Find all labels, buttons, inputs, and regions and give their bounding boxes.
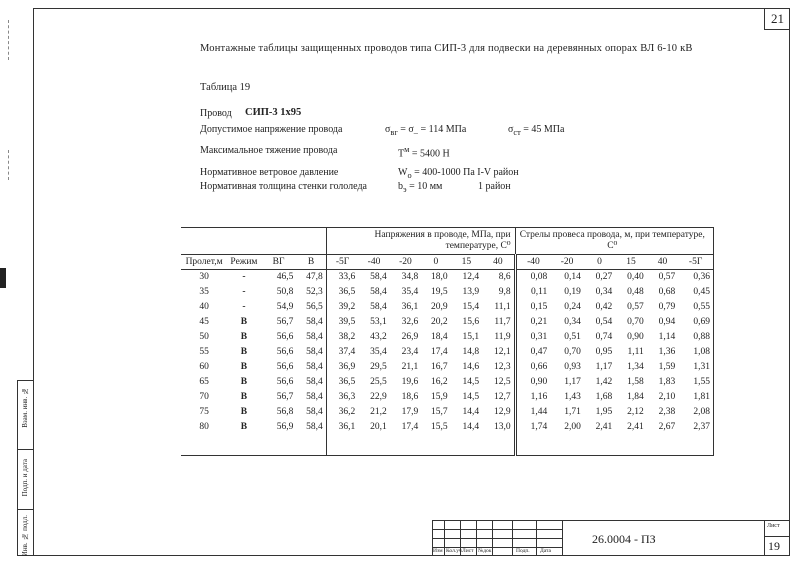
table-cell: 15,4	[462, 302, 480, 312]
table-cell: 1,31	[678, 360, 713, 375]
table-row	[181, 420, 714, 435]
table-cell: 0,95	[595, 347, 613, 357]
table-cell: 0,74	[595, 332, 613, 342]
table-cell: 35,4	[401, 287, 419, 297]
table-cell: 1,68	[595, 392, 613, 402]
table-cell: 11,1	[482, 300, 515, 315]
table-cell	[421, 435, 450, 456]
table-cell: 1,74	[515, 420, 550, 435]
table-cell: 56,6	[276, 347, 294, 357]
table-cell	[390, 435, 421, 456]
table-cell	[261, 435, 297, 456]
table-cell: 1,34	[627, 362, 644, 372]
table-cell: В	[240, 347, 248, 357]
column-header: ВГ	[261, 255, 297, 270]
table-cell: 1,58	[627, 377, 644, 387]
table-cell	[326, 435, 358, 456]
table-cell: 58,4	[370, 272, 387, 282]
table-cell: 12,3	[482, 360, 515, 375]
table-cell: 40	[199, 302, 209, 312]
table-cell: 1,83	[658, 377, 676, 387]
table-cell: 1,84	[627, 392, 644, 402]
table-cell: 0,55	[678, 300, 713, 315]
table-row	[181, 345, 714, 360]
table-cell: 43,2	[370, 332, 387, 342]
col-label-list: Лист	[462, 548, 474, 554]
table-cell: 0,19	[564, 287, 581, 297]
table-cell: 13,9	[462, 287, 480, 297]
column-header: -20	[550, 255, 584, 270]
table-cell: 80	[199, 422, 209, 432]
wind-label: Нормативное ветровое давление	[200, 167, 339, 178]
stress-value-1: $\sigma_{вг} = \sigma_- = 114$ МПа	[385, 124, 467, 137]
column-header: В	[296, 255, 326, 270]
document-code: 26.0004 - ПЗ	[592, 532, 656, 546]
table-cell: 0,93	[564, 362, 581, 372]
column-header: -40	[515, 255, 550, 270]
table-row	[181, 300, 714, 315]
document-title: Монтажные таблицы защищенных проводов типа СИП-3 для подвески на деревянных опорах ВЛ 6-10 кВ	[200, 43, 693, 54]
table-cell: 19,6	[401, 377, 419, 387]
col-label-data: Дата	[540, 548, 551, 554]
table-cell: 1,59	[658, 362, 676, 372]
table-cell: 0,45	[678, 285, 713, 300]
table-cell: В	[240, 407, 248, 417]
table-cell: 35	[199, 287, 209, 297]
table-cell: 58,4	[370, 302, 387, 312]
table-cell: 2,37	[678, 420, 713, 435]
title-block	[432, 520, 790, 556]
table-cell: 25,5	[370, 377, 387, 387]
table-cell: 75	[199, 407, 209, 417]
installation-table	[181, 227, 714, 456]
table-cell: 60	[199, 362, 209, 372]
table-cell: 15,9	[430, 392, 448, 402]
table-cell: 18,0	[430, 272, 448, 282]
table-cell: 2,10	[658, 392, 676, 402]
table-cell: 18,4	[430, 332, 448, 342]
table-cell: 0,34	[595, 287, 613, 297]
table-cell: В	[240, 362, 248, 372]
table-cell: 1,81	[678, 390, 713, 405]
table-cell: 16,2	[430, 377, 448, 387]
table-cell: В	[240, 422, 248, 432]
table-cell: 58,4	[306, 347, 323, 357]
table-cell: 58,4	[306, 362, 323, 372]
table-cell: В	[240, 377, 248, 387]
table-cell: 0,57	[627, 302, 644, 312]
table-cell: 0,14	[564, 272, 581, 282]
table-cell: 16,7	[430, 362, 448, 372]
column-header: -40	[358, 255, 389, 270]
table-row	[181, 285, 714, 300]
table-cell: 0,66	[515, 360, 550, 375]
table-cell: 21,2	[370, 407, 387, 417]
table-cell: 11,9	[482, 330, 515, 345]
table-row	[181, 270, 714, 286]
table-cell: 0,90	[627, 332, 644, 342]
table-cell: 17,4	[401, 422, 419, 432]
table-cell: 52,3	[306, 287, 323, 297]
column-header: 0	[584, 255, 615, 270]
tension-label: Максимальное тяжение провода	[200, 145, 338, 156]
table-cell: 0,90	[515, 375, 550, 390]
table-cell: 2,38	[658, 407, 676, 417]
table-cell: 0,48	[627, 287, 644, 297]
table-cell: 58,4	[306, 407, 323, 417]
tension-value: $T^м = 5400$ Н	[398, 145, 450, 160]
table-cell: 58,4	[306, 377, 323, 387]
table-cell: 19,5	[430, 287, 448, 297]
table-cell: 1,71	[564, 407, 581, 417]
table-cell: 1,43	[564, 392, 581, 402]
table-label: Таблица 19	[200, 82, 251, 93]
table-cell: 20,1	[370, 422, 387, 432]
table-cell: 56,6	[276, 362, 294, 372]
header-blank	[181, 228, 326, 255]
table-cell: 56,9	[276, 422, 294, 432]
ice-label: Нормативная толщина стенки гололеда	[200, 181, 367, 192]
table-cell: 56,7	[276, 317, 294, 327]
table-cell: 2,41	[627, 422, 644, 432]
table-cell: 45	[199, 317, 209, 327]
table-cell: 0,11	[515, 285, 550, 300]
table-cell: 0,57	[658, 272, 676, 282]
wire-label: Провод	[200, 108, 232, 119]
table-cell: 36,1	[326, 420, 358, 435]
table-cell: 8,6	[482, 270, 515, 286]
table-cell: 58,4	[306, 392, 323, 402]
table-cell: 0,34	[564, 317, 581, 327]
table-cell: 30	[199, 272, 209, 282]
binding-margin-mark	[8, 150, 10, 180]
table-cell	[647, 435, 678, 456]
table-cell: 12,7	[482, 390, 515, 405]
table-cell: 12,1	[482, 345, 515, 360]
column-header: Пролет,м	[181, 255, 227, 270]
table-cell	[515, 435, 550, 456]
table-row	[181, 315, 714, 330]
table-cell: 12,9	[482, 405, 515, 420]
table-cell	[615, 435, 646, 456]
table-cell: 17,4	[430, 347, 448, 357]
sheet-label: Лист	[767, 523, 780, 529]
table-cell: 1,08	[678, 345, 713, 360]
column-header: 15	[615, 255, 646, 270]
table-cell: 50	[199, 332, 209, 342]
table-cell: 1,17	[595, 362, 613, 372]
table-cell: 37,4	[326, 345, 358, 360]
table-cell: 15,1	[462, 332, 480, 342]
table-cell: 1,42	[595, 377, 613, 387]
table-cell: 20,2	[430, 317, 448, 327]
table-cell: 0,88	[678, 330, 713, 345]
table-cell: 0,79	[658, 302, 676, 312]
table-cell: 58,4	[306, 422, 323, 432]
table-cell: 36,3	[326, 390, 358, 405]
ice-value: $b_э = 10$ мм	[398, 181, 443, 194]
table-cell: 9,8	[482, 285, 515, 300]
table-cell: 36,5	[326, 375, 358, 390]
table-cell: 18,6	[401, 392, 419, 402]
table-cell	[296, 435, 326, 456]
table-cell: 35,4	[370, 347, 387, 357]
table-cell: 47,8	[306, 272, 323, 282]
table-cell: 53,1	[370, 317, 387, 327]
table-cell: 32,6	[401, 317, 419, 327]
table-cell: 14,6	[462, 362, 480, 372]
table-cell: 39,5	[326, 315, 358, 330]
table-cell: 2,00	[564, 422, 581, 432]
column-header: 40	[647, 255, 678, 270]
table-cell: 1,14	[658, 332, 676, 342]
side-stamp-label: Инв. № подл.	[21, 515, 29, 557]
header-sag-group: Стрелы провеса провода, м, при температуре, С⁰	[515, 228, 713, 255]
table-cell	[584, 435, 615, 456]
column-header: Режим	[227, 255, 261, 270]
sheet-value: 19	[768, 539, 780, 553]
column-header: 40	[482, 255, 515, 270]
table-cell: 14,4	[462, 407, 480, 417]
table-row	[181, 360, 714, 375]
col-label-kol: Кол.уч	[446, 548, 462, 554]
binding-margin-mark	[8, 20, 10, 60]
table-cell: 0,47	[515, 345, 550, 360]
table-cell: 0,51	[564, 332, 581, 342]
table-body	[181, 270, 714, 456]
table-cell	[550, 435, 584, 456]
table-cell: 14,5	[462, 392, 480, 402]
table-cell: 34,8	[401, 272, 419, 282]
table-row	[181, 390, 714, 405]
table-cell: 58,4	[370, 287, 387, 297]
table-cell: 0,24	[564, 302, 581, 312]
table-cell: 33,6	[326, 270, 358, 286]
table-cell: 1,44	[515, 405, 550, 420]
table-cell: 22,9	[370, 392, 387, 402]
sheet-number: 21	[764, 8, 790, 30]
column-header: 15	[451, 255, 482, 270]
table-cell: 0,68	[658, 287, 676, 297]
table-cell: 0,27	[595, 272, 613, 282]
table-cell	[227, 435, 261, 456]
table-cell: 56,5	[306, 302, 323, 312]
table-cell: 2,41	[595, 422, 613, 432]
table-cell: 38,2	[326, 330, 358, 345]
table-cell: В	[240, 332, 248, 342]
table-cell	[451, 435, 482, 456]
table-cell: 14,5	[462, 377, 480, 387]
table-cell: 46,5	[276, 272, 294, 282]
wire-value: СИП-3 1х95	[245, 107, 302, 118]
table-cell: 0,15	[515, 300, 550, 315]
table-cell: 1,95	[595, 407, 613, 417]
table-cell: 0,69	[678, 315, 713, 330]
table-cell: 0,21	[515, 315, 550, 330]
table-cell: 15,7	[430, 407, 448, 417]
table-cell: 0,36	[678, 270, 713, 286]
column-header-row	[181, 255, 714, 270]
table-cell: 50,8	[276, 287, 294, 297]
stress-value-2: $\sigma_{ст} = 45$ МПа	[508, 124, 565, 137]
table-cell: 0,70	[627, 317, 644, 327]
table-cell: 56,6	[276, 332, 294, 342]
wind-value: $W_о = 400-1000$ Па I-V район	[398, 167, 519, 180]
column-header: 0	[421, 255, 450, 270]
table-cell: 58,4	[306, 332, 323, 342]
table-cell: 2,08	[678, 405, 713, 420]
table-cell	[482, 435, 515, 456]
table-spacer	[181, 435, 714, 456]
table-cell: 21,1	[401, 362, 419, 372]
table-cell: 2,67	[658, 422, 676, 432]
table-cell: 0,54	[595, 317, 613, 327]
table-cell: 12,4	[462, 272, 480, 282]
table-cell: -	[242, 287, 246, 297]
column-header: -5Г	[678, 255, 713, 270]
table-cell: 56,8	[276, 407, 294, 417]
table-cell: 20,9	[430, 302, 448, 312]
table-cell: 0,42	[595, 302, 613, 312]
side-stamp-label: Взам. инв. №	[21, 387, 29, 428]
col-label-podp: Подп.	[516, 548, 530, 554]
table-cell	[181, 435, 227, 456]
table-row	[181, 375, 714, 390]
table-cell: 0,40	[627, 272, 644, 282]
table-cell: 13,0	[482, 420, 515, 435]
table-cell: 1,17	[564, 377, 581, 387]
table-cell: 11,7	[482, 315, 515, 330]
table-cell: 15,6	[462, 317, 480, 327]
table-cell: 55	[199, 347, 209, 357]
table-cell: 0,31	[515, 330, 550, 345]
table-cell: 26,9	[401, 332, 419, 342]
table-cell: 12,5	[482, 375, 515, 390]
table-row	[181, 330, 714, 345]
table-cell: 56,7	[276, 392, 294, 402]
table-cell: 36,9	[326, 360, 358, 375]
table-cell: В	[240, 317, 248, 327]
table-cell: 2,12	[627, 407, 644, 417]
table-cell: 58,4	[306, 317, 323, 327]
table-cell: 15,5	[430, 422, 448, 432]
table-cell: 1,36	[658, 347, 676, 357]
table-cell: -	[242, 272, 246, 282]
table-cell: 36,2	[326, 405, 358, 420]
col-label-izm: Изм	[433, 548, 443, 554]
table-cell: 1,11	[627, 347, 644, 357]
column-header: -5Г	[326, 255, 358, 270]
table-cell: 29,5	[370, 362, 387, 372]
table-cell: 39,2	[326, 300, 358, 315]
table-cell: 0,70	[564, 347, 581, 357]
binding-margin-tab	[0, 268, 6, 288]
table-cell: 70	[199, 392, 209, 402]
ice-region: 1 район	[478, 181, 511, 192]
column-header: -20	[390, 255, 421, 270]
table-cell: 36,1	[401, 302, 419, 312]
table-cell: 1,16	[515, 390, 550, 405]
table-cell: 23,4	[401, 347, 419, 357]
table-cell: -	[242, 302, 246, 312]
table-cell: 0,94	[658, 317, 676, 327]
header-stress-group: Напряжения в проводе, МПа, при температуре, С⁰	[326, 228, 515, 255]
table-cell: 14,8	[462, 347, 480, 357]
table-cell: 17,9	[401, 407, 419, 417]
side-stamp-label: Подп. и дата	[21, 459, 29, 497]
table-row	[181, 405, 714, 420]
table-cell: 54,9	[276, 302, 294, 312]
table-cell	[358, 435, 389, 456]
col-label-ndok: №док	[478, 548, 492, 554]
table-cell: В	[240, 392, 248, 402]
table-cell: 56,6	[276, 377, 294, 387]
table-cell: 65	[199, 377, 209, 387]
stress-label: Допустимое напряжение провода	[200, 124, 343, 135]
table-cell: 14,4	[462, 422, 480, 432]
table-cell: 1,55	[678, 375, 713, 390]
table-cell: 36,5	[326, 285, 358, 300]
table-cell	[678, 435, 713, 456]
table-cell: 0,08	[515, 270, 550, 286]
side-stamp	[17, 380, 33, 556]
